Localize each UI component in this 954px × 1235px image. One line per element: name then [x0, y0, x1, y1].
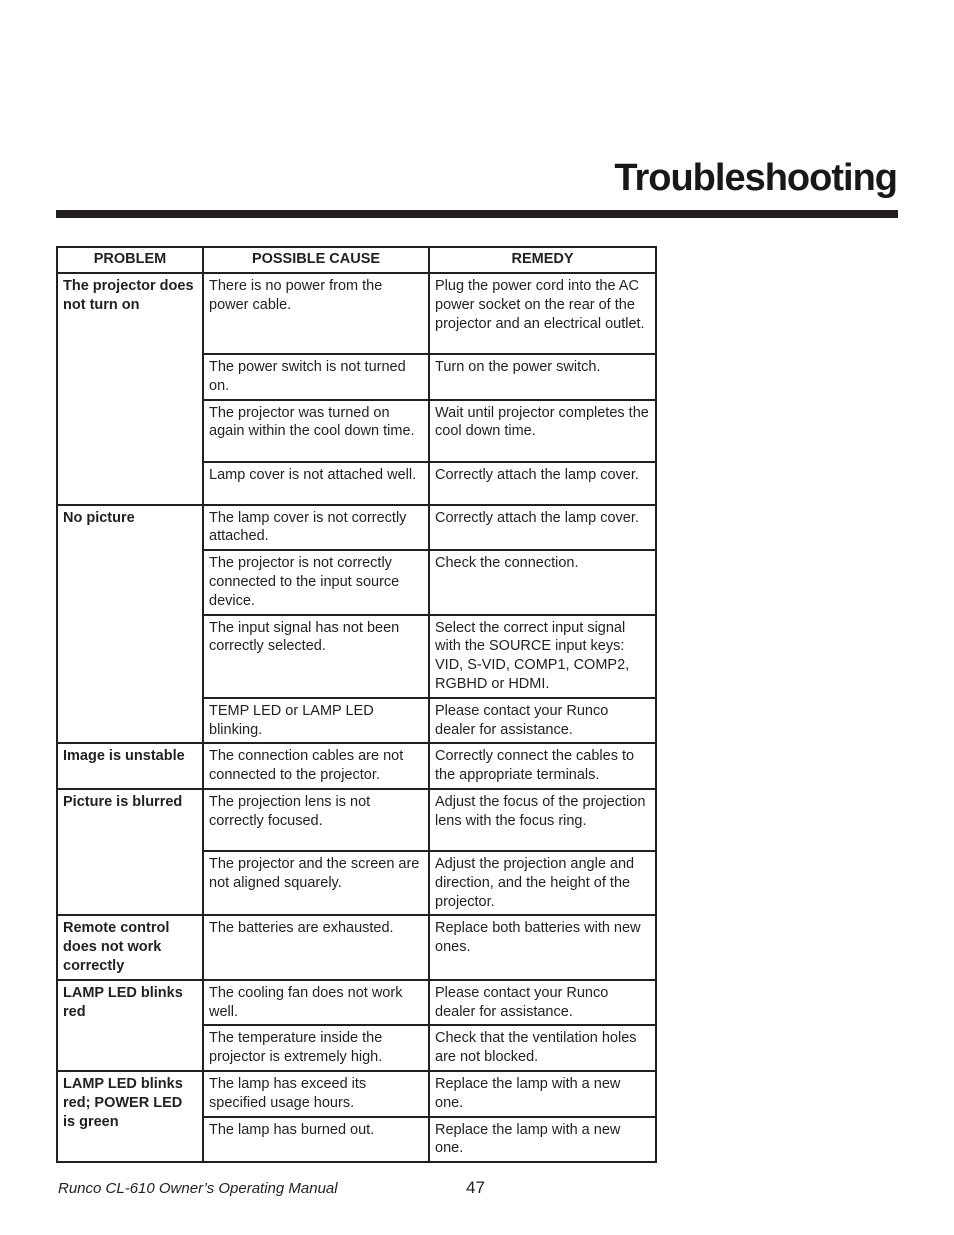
table-row: [57, 789, 656, 851]
table-row: [57, 980, 656, 1026]
cause-cell: There is no power from the power cable.: [203, 273, 429, 354]
remedy-cell: Turn on the power switch.: [429, 354, 656, 400]
cause-cell: The projector was turned on again within the cool down time.: [203, 400, 429, 462]
remedy-cell: Adjust the projection angle and direction, and the height of the projector.: [429, 851, 656, 915]
remedy-cell: Check that the ventilation holes are not blocked.: [429, 1025, 656, 1071]
remedy-cell: Adjust the focus of the projection lens with the focus ring.: [429, 789, 656, 851]
table-header-row: [57, 247, 656, 273]
problem-cell: The projector does not turn on: [57, 273, 203, 505]
cause-cell: The cooling fan does not work well.: [203, 980, 429, 1026]
remedy-cell: Correctly attach the lamp cover.: [429, 505, 656, 551]
header-possible-cause: POSSIBLE CAUSE: [203, 247, 429, 273]
cause-cell: The projection lens is not correctly focused.: [203, 789, 429, 851]
remedy-cell: Plug the power cord into the AC power socket on the rear of the projector and an electrical outlet.: [429, 273, 656, 354]
cause-cell: The projector is not correctly connected to the input source device.: [203, 550, 429, 614]
table-row: [57, 743, 656, 789]
remedy-cell: Select the correct input signal with the SOURCE input keys: VID, S-VID, COMP1, COMP2, RGBHD or HDMI.: [429, 615, 656, 698]
cause-cell: The lamp has burned out.: [203, 1117, 429, 1163]
page-number: 47: [466, 1178, 485, 1197]
cause-cell: The power switch is not turned on.: [203, 354, 429, 400]
cause-cell: The lamp has exceed its specified usage hours.: [203, 1071, 429, 1117]
problem-cell: LAMP LED blinks red: [57, 980, 203, 1071]
cause-cell: Lamp cover is not attached well.: [203, 462, 429, 505]
title-rule: [56, 210, 898, 218]
header-remedy: REMEDY: [429, 247, 656, 273]
remedy-cell: Replace both batteries with new ones.: [429, 915, 656, 979]
cause-cell: The projector and the screen are not aligned squarely.: [203, 851, 429, 915]
troubleshooting-table: [56, 246, 657, 1163]
cause-cell: The input signal has not been correctly selected.: [203, 615, 429, 698]
cause-cell: The lamp cover is not correctly attached.: [203, 505, 429, 551]
remedy-cell: Replace the lamp with a new one.: [429, 1117, 656, 1163]
remedy-cell: Please contact your Runco dealer for assistance.: [429, 698, 656, 744]
remedy-cell: Check the connection.: [429, 550, 656, 614]
table-row: [57, 505, 656, 551]
footer-manual-title: Runco CL-610 Owner’s Operating Manual: [58, 1180, 338, 1197]
problem-cell: LAMP LED blinks red; POWER LED is green: [57, 1071, 203, 1162]
problem-cell: Picture is blurred: [57, 789, 203, 915]
remedy-cell: Correctly connect the cables to the appropriate terminals.: [429, 743, 656, 789]
remedy-cell: Replace the lamp with a new one.: [429, 1071, 656, 1117]
remedy-cell: Correctly attach the lamp cover.: [429, 462, 656, 505]
cause-cell: TEMP LED or LAMP LED blinking.: [203, 698, 429, 744]
table-row: [57, 915, 656, 979]
table-row: [57, 1071, 656, 1117]
page-title: Troubleshooting: [614, 157, 897, 199]
remedy-cell: Please contact your Runco dealer for assistance.: [429, 980, 656, 1026]
remedy-cell: Wait until projector completes the cool down time.: [429, 400, 656, 462]
cause-cell: The connection cables are not connected to the projector.: [203, 743, 429, 789]
table-row: [57, 273, 656, 354]
problem-cell: Image is unstable: [57, 743, 203, 789]
cause-cell: The temperature inside the projector is extremely high.: [203, 1025, 429, 1071]
problem-cell: Remote control does not work correctly: [57, 915, 203, 979]
problem-cell: No picture: [57, 505, 203, 744]
header-problem: PROBLEM: [57, 247, 203, 273]
cause-cell: The batteries are exhausted.: [203, 915, 429, 979]
